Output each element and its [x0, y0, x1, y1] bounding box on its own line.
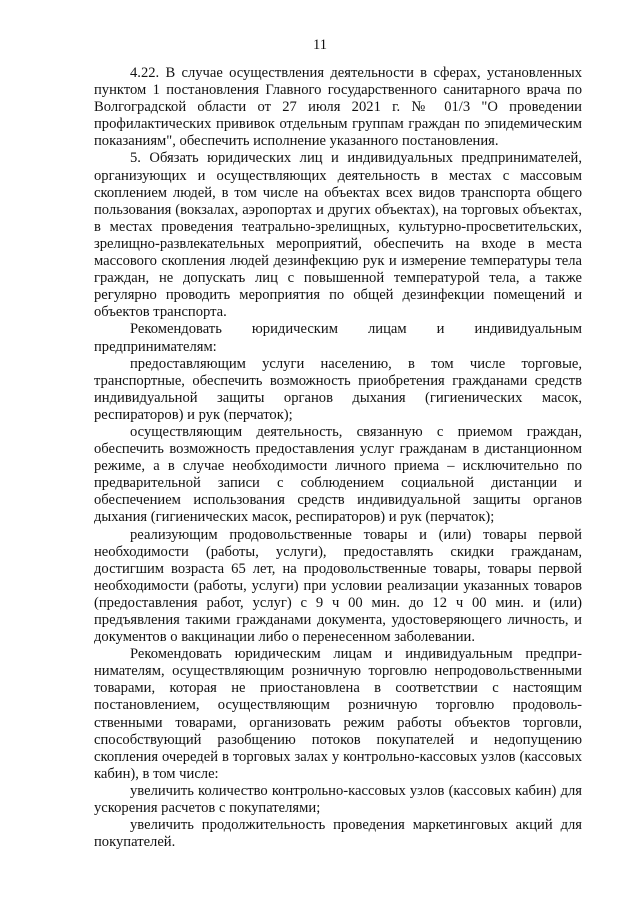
paragraph-discounts: реализующим продовольственные товары и (или) товары первой необходимости (работы, услуги), предоставлять скидки гражданам, достигшим возраста 65 лет, на продовольственные товары, товары первой необходимости (работы, услуги) при условии реализации указанных товаров (предоставления работ, услуг) с 9 ч 00 мин. до 12 ч 00 мин. и (или) предъявления такими гражданами документа, удостоверяющего личность, и документов о вакцинации либо о перенесенном заболевании. [94, 526, 582, 646]
paragraph-retail-recommendation: Рекомендовать юридическим лицам и индивидуальным предпринимателям, осуществляющим розничную торговлю непродовольственными товарами, которая не приостановлена в соответствии с настоящим постановлением, осуществляющим розничную торговлю продовольственными товарами, организовать режим работы объектов торговли, способствующий разобщению потоков покупателей и недопущению скопления очередей в торговых залах у контрольно-кассовых узлов (кассовых кабин), в том числе: [94, 646, 582, 782]
paragraph-4-22: 4.22. В случае осуществления деятельности в сферах, установленных пунктом 1 постановления Главного государственного санитарного врача по Волгоградской области от 27 июля 2021 г. № 01/3 "О проведении профилактических прививок отдельным группам граждан по эпидемическим показаниям", обеспечить исполнение указанного постановления. [94, 65, 582, 150]
paragraph-reception-activity: осуществляющим деятельность, связанную с приемом граждан, обеспечить возможность предоставления услуг гражданам в дистанционном режиме, а в случае необходимости личного приема – исключительно по предварительной записи с соблюдением социальной дистанции и обеспечением использования средств индивидуальной защиты органов дыхания (гигиенических масок, респираторов) и рук (перчаток); [94, 423, 582, 526]
paragraph-5: 5. Обязать юридических лиц и индивидуальных предпринимателей, организующих и осуществляющих деятельность в местах с массовым скоплением людей, в том числе на объектах всех видов транспорта общего пользования (вокзалах, аэропортах и других объектах), на торговых объектах, в местах проведения театрально-зрелищных, культурно-просветительских, зрелищно-развлекательных мероприятий, обеспечить на входе в места массового скопления людей дезинфекцию рук и измерение температуры тела граждан, не допускать лиц с повышенной температурой тела, а также регулярно проводить мероприятия по общей дезинфекции помещений и объектов транспорта. [94, 150, 582, 321]
document-body [94, 65, 582, 851]
paragraph-services-providers: предоставляющим услуги населению, в том числе торговые, транспортные, обеспечить возможность приобретения гражданами средств индивидуальной защиты органов дыхания (гигиенических масок, респираторов) и рук (перчаток); [94, 355, 582, 423]
paragraph-recommend-intro: Рекомендовать юридическим лицам и индивидуальным предпринимателям: [94, 321, 582, 355]
paragraph-extend-promotions: увеличить продолжительность проведения маркетинговых акций для покупателей. [94, 817, 582, 851]
page-number: 11 [313, 37, 327, 53]
paragraph-increase-checkouts: увеличить количество контрольно-кассовых узлов (кассовых кабин) для ускорения расчетов с покупателями; [94, 782, 582, 817]
